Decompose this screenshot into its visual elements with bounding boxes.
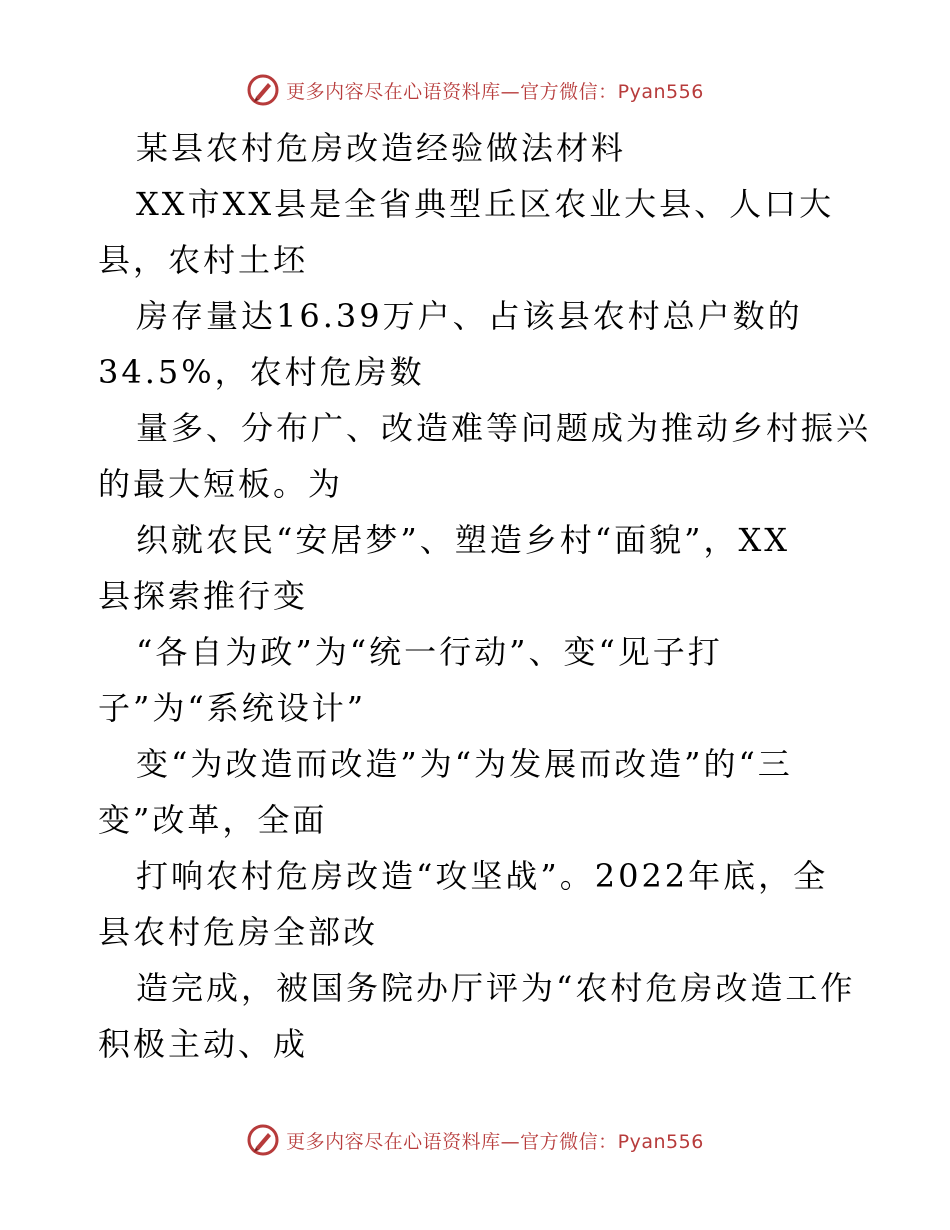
footer-banner	[0, 1120, 950, 1160]
paragraph-line: 的最大短板。为	[98, 465, 344, 503]
paragraph-line: 34.5%，农村危房数	[98, 353, 425, 391]
paragraph-line: 房存量达16.39万户、占该县农村总户数的	[136, 297, 803, 335]
paragraph-line: 变”改革，全面	[98, 801, 328, 839]
paragraph-line: XX市XX县是全省典型丘区农业大县、人口大	[136, 185, 835, 223]
paragraph-line: 县，农村土坯	[98, 241, 309, 279]
header-banner-text: 更多内容尽在心语资料库—官方微信：Pyan556	[286, 80, 704, 103]
paragraph-line: 织就农民“安居梦”、塑造乡村“面貌”，XX	[136, 521, 791, 559]
paragraph-line: 县农村危房全部改	[98, 913, 379, 951]
paragraph-line: 子”为“系统设计”	[98, 689, 367, 727]
paragraph-line: 县探索推行变	[98, 577, 309, 615]
paragraph-line: 量多、分布广、改造难等问题成为推动乡村振兴	[136, 409, 872, 447]
paragraph-line: 变“为改造而改造”为“为发展而改造”的“三	[136, 745, 793, 783]
paragraph-line: 积极主动、成	[98, 1025, 309, 1063]
document-title: 某县农村危房改造经验做法材料	[136, 129, 627, 167]
document-body	[98, 120, 872, 1072]
paragraph-line: 造完成，被国务院办厅评为“农村危房改造工作	[136, 969, 856, 1007]
pen-logo-icon	[246, 1123, 280, 1157]
paragraph-line: 打响农村危房改造“攻坚战”。2022年底，全	[136, 857, 829, 895]
pen-logo-icon	[246, 73, 280, 107]
footer-banner-text: 更多内容尽在心语资料库—官方微信：Pyan556	[286, 1130, 704, 1153]
header-banner	[0, 70, 950, 110]
paragraph-line: “各自为政”为“统一行动”、变“见子打	[136, 633, 723, 671]
